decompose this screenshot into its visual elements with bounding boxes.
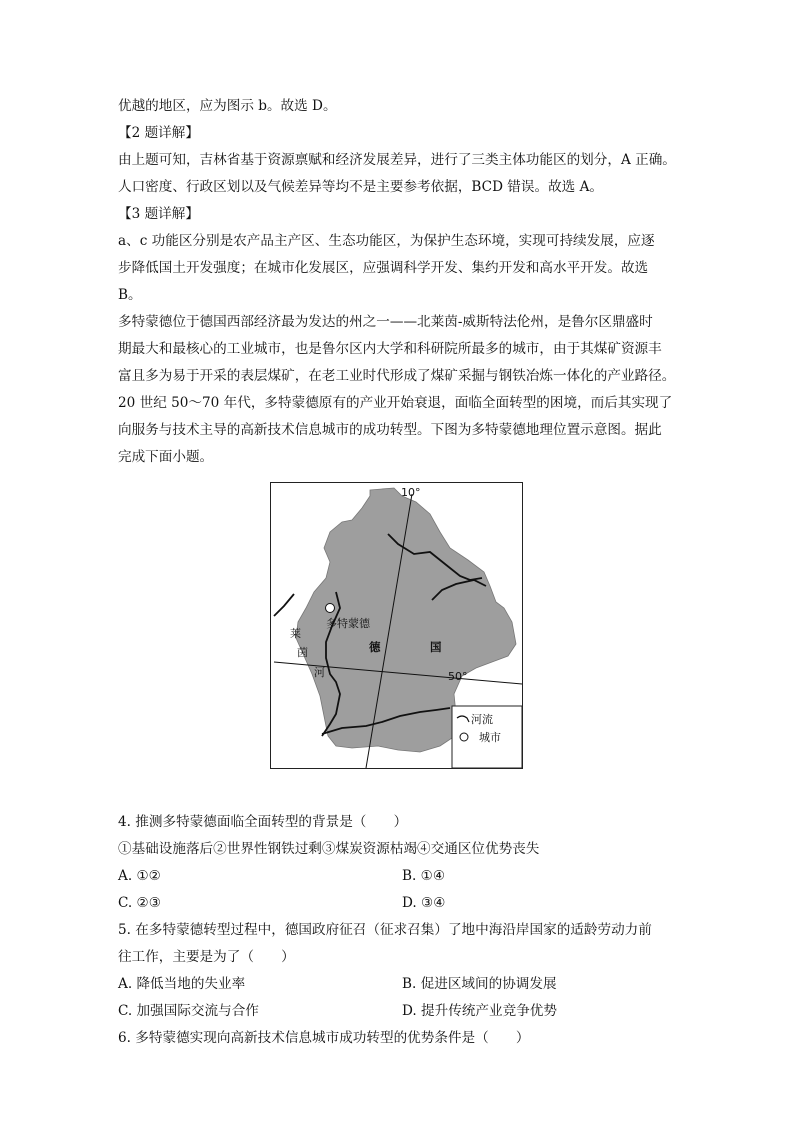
question-6-stem: 6. 多特蒙德实现向高新技术信息城市成功转型的优势条件是（ ） [118,1030,530,1046]
intro-line1: 多特蒙德位于德国西部经济最为发达的州之一——北莱茵-威斯特法伦州，是鲁尔区鼎盛时 [118,314,653,330]
country-label-1: 德 [369,640,381,654]
paragraph-q3-line2: 步降低国土开发强度；在城市化发展区，应强调科学开发、集约开发和高水平开发。故选 [118,260,649,276]
city-legend-icon [460,733,468,741]
rhine-label-3: 河 [314,666,325,679]
map-legend [452,706,522,768]
dortmund-city-marker [326,604,335,613]
question-4-stem: 4. 推测多特蒙德面临全面转型的背景是（ ） [118,814,408,830]
question-4-statements: ①基础设施落后②世界性钢铁过剩③煤炭资源枯竭④交通区位优势丧失 [118,841,540,857]
legend-river-label: 河流 [471,713,493,726]
paragraph-q2-line2: 人口密度、行政区划以及气候差异等均不是主要参考依据，BCD 错误。故选 A。 [118,179,603,195]
paragraph-answer-1: 优越的地区，应为图示 b。故选 D。 [118,98,337,114]
paragraph-q3-line3: B。 [118,287,142,303]
parallel-label: 50° [448,670,468,683]
question-5-stem-line1: 5. 在多特蒙德转型过程中，德国政府征召（征求召集）了地中海沿岸国家的适龄劳动力前 [118,922,652,938]
paragraph-q2-line1: 由上题可知，吉林省基于资源禀赋和经济发展差异，进行了三类主体功能区的划分，A 正确。 [118,152,676,168]
dortmund-location-map [270,482,524,770]
question-5-option-a[interactable]: A. 降低当地的失业率 [118,976,246,992]
question-4-option-d[interactable]: D. ③④ [402,895,446,911]
legend-city-label: 城市 [479,731,501,744]
paragraph-q3-line1: a、c 功能区分别是农产品主产区、生态功能区，为保护生态环境，实现可持续发展，应逐 [118,233,655,249]
intro-line4: 20 世纪 50～70 年代，多特蒙德原有的产业开始衰退，面临全面转型的困境，而后其实现了 [118,395,673,411]
heading-q3-explanation: 【3 题详解】 [118,206,199,222]
intro-line5: 向服务与技术主导的高新技术信息城市的成功转型。下图为多特蒙德地理位置示意图。据此 [118,422,662,438]
meridian-label: 10° [401,486,421,499]
intro-line6: 完成下面小题。 [118,449,214,465]
intro-line3: 富且多为易于开采的表层煤矿，在老工业时代形成了煤矿采掘与钢铁冶炼一体化的产业路径。 [118,368,676,384]
question-5-option-c[interactable]: C. 加强国际交流与合作 [118,1003,259,1019]
question-5-option-d[interactable]: D. 提升传统产业竞争优势 [402,1003,557,1019]
rhine-label-2: 茵 [297,646,308,659]
question-5-stem-line2: 往工作，主要是为了（ ） [118,949,295,965]
question-5-option-b[interactable]: B. 促进区域间的协调发展 [402,976,557,992]
question-4-option-b[interactable]: B. ①④ [402,868,446,884]
country-label-2: 国 [430,640,442,654]
heading-q2-explanation: 【2 题详解】 [118,125,199,141]
question-4-option-c[interactable]: C. ②③ [118,895,161,911]
intro-line2: 期最大和最核心的工业城市，也是鲁尔区内大学和科研院所最多的城市，由于其煤矿资源丰 [118,341,662,357]
rhine-label-1: 莱 [290,627,301,640]
question-4-option-a[interactable]: A. ①② [118,868,161,884]
city-label: 多特蒙德 [326,617,370,630]
